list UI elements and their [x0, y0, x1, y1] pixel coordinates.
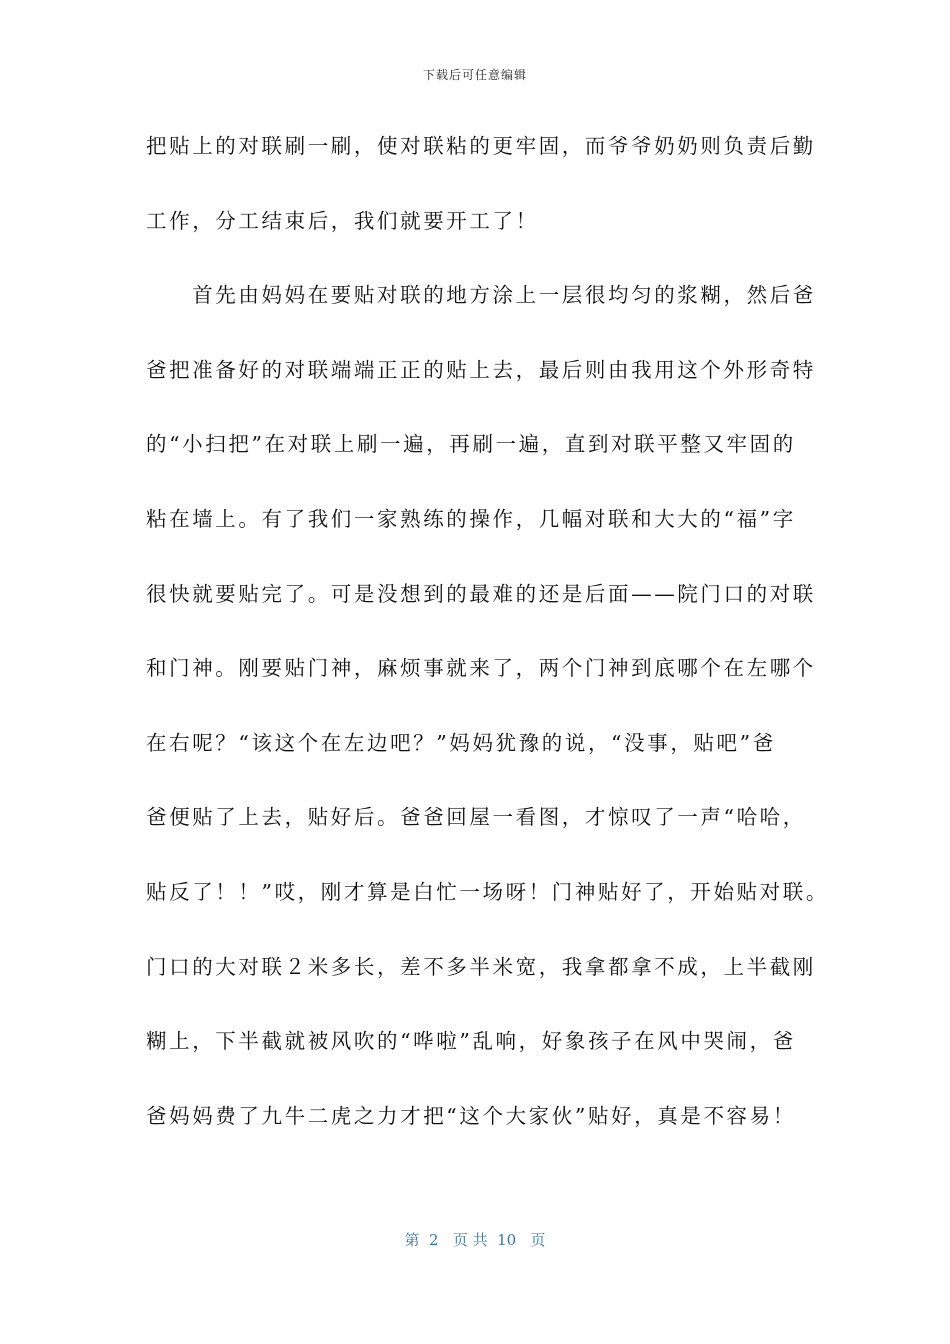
- text-line: 工作，分工结束后，我们就要开工了！: [146, 208, 539, 233]
- text-line: 糊上，下半截就被风吹的“哗啦”乱响，好象孩子在风中哭闹，爸: [146, 1029, 796, 1054]
- text-line: 爸把准备好的对联端端正正的贴上去，最后则由我用这个外形奇特: [146, 357, 816, 382]
- text-line: 门口的大对联２米多长，差不多半米宽，我拿都拿不成，上半截刚: [146, 954, 816, 979]
- text-line: 的“小扫把”在对联上刷一遍，再刷一遍，直到对联平整又牢固的: [146, 432, 796, 457]
- text-line: 贴反了！！”哎，刚才算是白忙一场呀！门神贴好了，开始贴对联。: [146, 879, 829, 904]
- text-line: 在右呢？“该这个在左边吧？”妈妈犹豫的说，“没事，贴吧”爸: [146, 730, 776, 755]
- text-line: 把贴上的对联刷一刷，使对联粘的更牢固，而爷爷奶奶则负责后勤: [146, 134, 816, 158]
- text-line: 粘在墙上。有了我们一家熟练的操作，几幅对联和大大的“福”字: [146, 506, 796, 531]
- page-number-footer: 第 2 页 共 10 页: [404, 1231, 546, 1249]
- text-line: 爸便贴了上去，贴好后。爸爸回屋一看图，才惊叹了一声“哈哈，: [146, 805, 806, 830]
- text-line: 首先由妈妈在要贴对联的地方涂上一层很均匀的浆糊，然后爸: [146, 283, 816, 308]
- page-header: 下载后可任意编辑: [422, 68, 527, 82]
- text-line: 和门神。刚要贴门神，麻烦事就来了，两个门神到底哪个在左哪个: [146, 656, 816, 681]
- text-line: 爸妈妈费了九牛二虎之力才把“这个大家伙”贴好，真是不容易！: [146, 1103, 796, 1128]
- document-body: [146, 123, 829, 1167]
- text-line: 很快就要贴完了。可是没想到的最难的还是后面——院门口的对联: [146, 581, 816, 606]
